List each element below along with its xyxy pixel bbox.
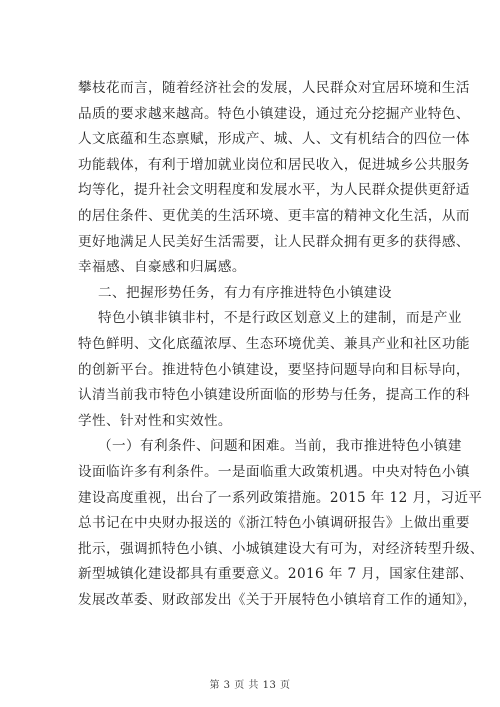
document-body: [78, 76, 484, 613]
paragraph-line: 幸福感、自豪感和归属感。: [78, 259, 246, 276]
section-heading: 二、把握形势任务，有力有序推进特色小镇建设: [98, 284, 392, 301]
paragraph-line: 均等化，提升社会文明程度和发展水平，为人民群众提供更舒适: [78, 182, 470, 199]
paragraph-line: 的创新平台。推进特色小镇建设，要坚持问题导向和目标导向，: [78, 361, 470, 378]
paragraph-line: 特色鲜明、文化底蕴浓厚、生态环境优美、兼具产业和社区功能: [78, 335, 470, 352]
paragraph-line: 特色小镇非镇非村，不是行政区划意义上的建制，而是产业: [98, 310, 462, 327]
paragraph-line: 批示，强调抓特色小镇、小城镇建设大有可为，对经济转型升级、: [78, 540, 484, 557]
paragraph-line: （一）有利条件、问题和困难。当前，我市推进特色小镇建: [98, 438, 462, 455]
paragraph-line: 攀枝花而言，随着经济社会的发展，人民群众对宜居环境和生活: [78, 80, 470, 96]
page-number-footer: 第 3 页 共 13 页: [209, 680, 291, 691]
paragraph-line: 功能载体，有利于增加就业岗位和居民收入，促进城乡公共服务: [78, 156, 470, 173]
paragraph-line: 品质的要求越来越高。特色小镇建设，通过充分挖掘产业特色、: [78, 105, 470, 122]
paragraph-line: 总书记在中央财办报送的《浙江特色小镇调研报告》上做出重要: [78, 515, 470, 532]
paragraph-line: 更好地满足人民美好生活需要，让人民群众拥有更多的获得感、: [78, 233, 470, 250]
paragraph-line: 学性、针对性和实效性。: [78, 412, 232, 429]
paragraph-line: 认清当前我市特色小镇建设所面临的形势与任务，提高工作的科: [78, 387, 470, 404]
paragraph-line: 人文底蕴和生态禀赋，形成产、城、人、文有机结合的四位一体: [78, 131, 470, 148]
paragraph-line: 发展改革委、财政部发出《关于开展特色小镇培育工作的通知》，: [78, 591, 478, 608]
paragraph-line: 设面临许多有利条件。一是面临重大政策机遇。中央对特色小镇: [78, 463, 470, 480]
paragraph-line: 的居住条件、更优美的生活环境、更丰富的精神文化生活，从而: [78, 207, 470, 224]
paragraph-line: 新型城镇化建设都具有重要意义。2016 年 7 月，国家住建部、: [78, 566, 474, 583]
paragraph-line: 建设高度重视，出台了一系列政策措施。2015 年 12 月，习近平: [78, 489, 483, 506]
